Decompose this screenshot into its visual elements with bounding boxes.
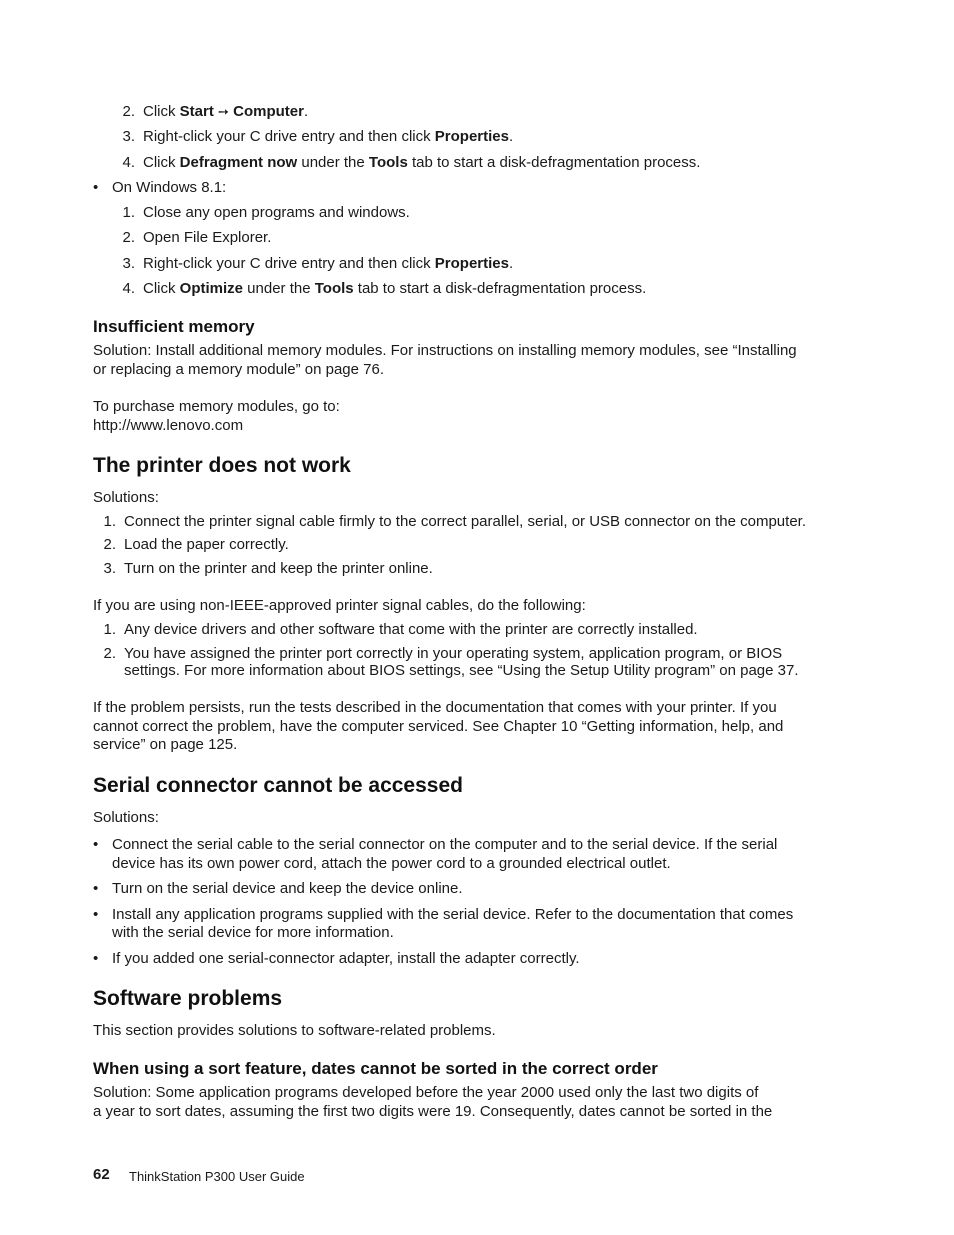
list-item: Close any open programs and windows. [143,204,410,221]
paragraph-line: If the problem persists, run the tests described in the documentation that comes with your printer. If you [93,699,777,716]
windows81-label: On Windows 8.1: [112,179,227,196]
list-item: Right-click your C drive entry and then click Properties. [143,255,514,272]
paragraph-line: This section provides solutions to software-related problems. [93,1022,496,1039]
list-item: Install any application programs supplied with the serial device. Refer to the documentation that comes [112,906,794,923]
page-number: 62 [93,1166,110,1183]
list-item: Turn on the serial device and keep the device online. [112,880,463,897]
step-number: 4. [122,280,135,297]
step-number: 2. [103,645,116,662]
list-item: If you added one serial-connector adapter, install the adapter correctly. [112,950,580,967]
section-heading: Software problems [93,987,283,1010]
paragraph-line: Solution: Install additional memory modules. For instructions on installing memory modules, see “Installing [93,342,797,359]
paragraph-line: Solution: Some application programs developed before the year 2000 used only the last two digits of [93,1084,759,1101]
list-item: Load the paper correctly. [124,536,289,553]
step-number: 1. [122,204,135,221]
document-title: ThinkStation P300 User Guide [129,1169,305,1184]
list-item-continuation: device has its own power cord, attach the power cord to a grounded electrical outlet. [112,855,671,872]
sub-heading: When using a sort feature, dates cannot be sorted in the correct order [93,1059,658,1078]
arrow-right-icon: ➙ [218,105,229,120]
step-number: 2. [103,536,116,553]
list-item: Turn on the printer and keep the printer online. [124,560,433,577]
paragraph-line: If you are using non-IEEE-approved printer signal cables, do the following: [93,597,586,614]
bullet-icon: • [93,950,99,967]
step-number: 1. [103,621,116,638]
list-item-continuation: with the serial device for more information. [112,924,394,941]
step-number: 2. [122,103,135,120]
list-item: Connect the printer signal cable firmly to the correct parallel, serial, or USB connector on the computer. [124,513,806,530]
list-item: Click Start ➙ Computer. [143,103,309,120]
bullet-icon: • [93,880,99,897]
section-heading: Serial connector cannot be accessed [93,774,463,797]
solutions-label: Solutions: [93,489,159,506]
list-item: Connect the serial cable to the serial connector on the computer and to the serial device. If the serial [112,836,778,853]
step-number: 4. [122,154,135,171]
section-heading: The printer does not work [93,454,351,477]
step-number: 1. [103,513,116,530]
bullet-icon: • [93,836,99,853]
lenovo-url: http://www.lenovo.com [93,417,244,434]
bullet-icon: • [93,179,99,196]
list-item: Click Optimize under the Tools tab to start a disk-defragmentation process. [143,280,647,297]
step-number: 3. [122,128,135,145]
solutions-label: Solutions: [93,809,159,826]
bullet-icon: • [93,906,99,923]
list-item: Right-click your C drive entry and then click Properties. [143,128,514,145]
step-number: 2. [122,229,135,246]
step-number: 3. [122,255,135,272]
section-heading: Insufficient memory [93,317,255,336]
list-item: You have assigned the printer port correctly in your operating system, application program, or BIOS [124,645,783,662]
step-number: 3. [103,560,116,577]
paragraph-line: a year to sort dates, assuming the first two digits were 19. Consequently, dates cannot be sorted in the [93,1103,773,1120]
paragraph-line: service” on page 125. [93,736,238,753]
list-item: Click Defragment now under the Tools tab to start a disk-defragmentation process. [143,154,701,171]
list-item: Any device drivers and other software that come with the printer are correctly installed. [124,621,698,638]
list-item: Open File Explorer. [143,229,272,246]
list-item-continuation: settings. For more information about BIOS settings, see “Using the Setup Utility program” on page 37. [124,662,799,679]
paragraph-line: To purchase memory modules, go to: [93,398,340,415]
paragraph-line: or replacing a memory module” on page 76. [93,361,384,378]
paragraph-line: cannot correct the problem, have the computer serviced. See Chapter 10 “Getting information, help, and [93,718,784,735]
